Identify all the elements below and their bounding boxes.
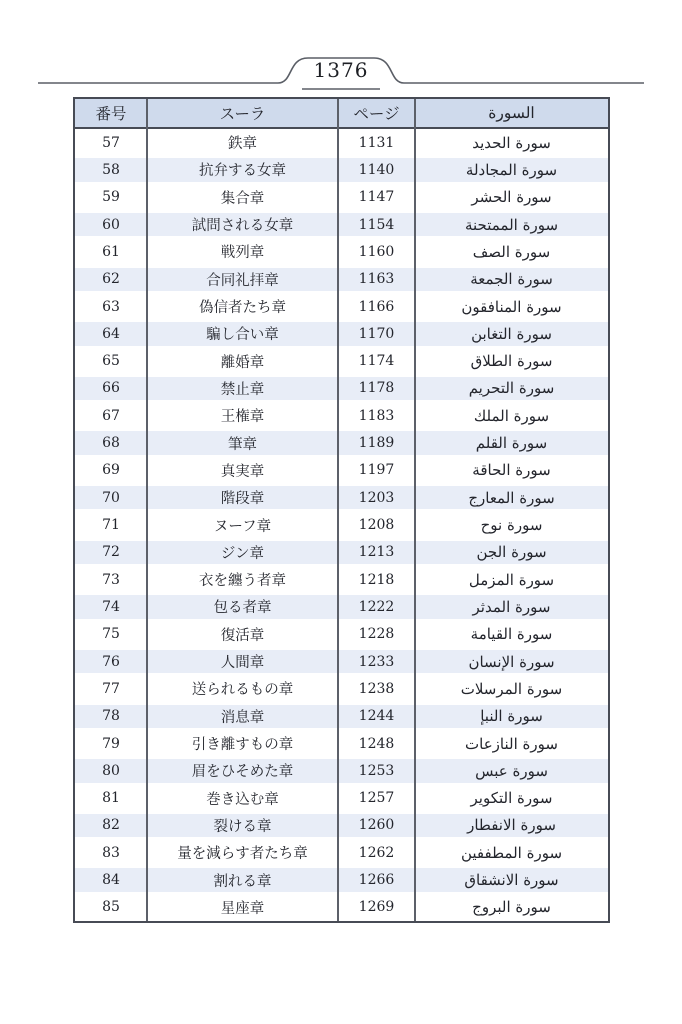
column-divider xyxy=(414,99,416,921)
cell-sura-arabic: سورة المنافقون xyxy=(461,297,562,316)
cell-sura-japanese: 集合章 xyxy=(220,190,265,207)
table-row xyxy=(75,839,608,866)
cell-page: 1131 xyxy=(358,134,395,151)
cell-number: 80 xyxy=(102,762,120,779)
cell-sura-japanese: 量を減らす者たち章 xyxy=(177,846,308,863)
cell-sura-arabic: سورة التحريم xyxy=(468,379,555,398)
cell-page: 1257 xyxy=(358,790,395,807)
table-row xyxy=(75,484,608,511)
cell-sura-arabic: سورة المطففين xyxy=(460,843,563,862)
cell-number: 79 xyxy=(102,735,120,752)
cell-sura-japanese: 試問される女章 xyxy=(191,218,294,235)
cell-number: 67 xyxy=(102,407,120,424)
table-row xyxy=(75,320,608,347)
header-sura-japanese: スーラ xyxy=(219,105,266,123)
table-row xyxy=(75,457,608,484)
cell-number: 58 xyxy=(102,161,120,178)
cell-sura-japanese: 階段章 xyxy=(220,491,265,508)
table-row xyxy=(75,293,608,320)
cell-page: 1166 xyxy=(358,298,395,315)
cell-sura-arabic: سورة المزمل xyxy=(468,570,555,589)
cell-sura-japanese: 包る者章 xyxy=(213,600,272,617)
cell-page: 1183 xyxy=(358,407,395,424)
cell-sura-arabic: سورة المجادلة xyxy=(465,160,558,179)
cell-sura-japanese: 筆章 xyxy=(228,436,257,453)
cell-number: 74 xyxy=(102,598,120,615)
cell-sura-japanese: 抗弁する女章 xyxy=(199,163,286,180)
cell-sura-japanese: 送られるもの章 xyxy=(191,682,294,699)
cell-number: 62 xyxy=(102,271,120,288)
column-divider xyxy=(146,99,148,921)
header-page: ページ xyxy=(353,105,400,123)
cell-number: 82 xyxy=(102,817,120,834)
cell-sura-arabic: سورة الانشقاق xyxy=(464,871,559,890)
table-row xyxy=(75,539,608,566)
cell-number: 57 xyxy=(102,134,120,151)
cell-page: 1147 xyxy=(358,189,395,206)
table-row xyxy=(75,156,608,183)
cell-number: 65 xyxy=(102,353,120,370)
cell-sura-arabic: سورة عبس xyxy=(475,761,548,780)
cell-page: 1170 xyxy=(358,325,395,342)
cell-page: 1218 xyxy=(358,571,395,588)
cell-page: 1228 xyxy=(358,626,395,643)
cell-sura-japanese: 真実章 xyxy=(220,463,265,480)
table-row xyxy=(75,648,608,675)
table-row xyxy=(75,238,608,265)
cell-sura-japanese: 衣を纏う者章 xyxy=(199,573,286,590)
contents-table xyxy=(73,97,610,923)
cell-page: 1189 xyxy=(358,435,395,452)
cell-page: 1208 xyxy=(358,517,395,534)
column-divider xyxy=(337,99,339,921)
cell-page: 1140 xyxy=(358,161,395,178)
cell-page: 1174 xyxy=(358,353,395,370)
cell-sura-arabic: سورة التكوير xyxy=(470,789,553,808)
cell-sura-arabic: سورة القيامة xyxy=(470,625,553,644)
cell-number: 71 xyxy=(102,517,120,534)
cell-number: 70 xyxy=(102,489,120,506)
cell-number: 68 xyxy=(102,435,120,452)
cell-sura-japanese: 巻き込む章 xyxy=(206,791,279,808)
cell-sura-arabic: سورة النازعات xyxy=(465,734,558,753)
cell-sura-arabic: سورة الممتحنة xyxy=(464,215,559,234)
cell-sura-japanese: 戦列章 xyxy=(220,245,265,262)
cell-page: 1253 xyxy=(358,762,395,779)
cell-page: 1154 xyxy=(358,216,395,233)
cell-sura-japanese: 禁止章 xyxy=(220,381,265,398)
cell-sura-arabic: سورة المرسلات xyxy=(460,679,563,698)
table-header-row xyxy=(75,99,608,129)
header-number: 番号 xyxy=(95,105,127,123)
page-number: 1376 xyxy=(313,58,369,82)
cell-sura-arabic: سورة الجن xyxy=(476,543,547,562)
cell-sura-arabic: سورة الحاقة xyxy=(472,461,551,480)
table-row xyxy=(75,184,608,211)
cell-sura-arabic: سورة نوح xyxy=(480,516,543,535)
cell-sura-japanese: 引き離すもの章 xyxy=(191,737,294,754)
cell-sura-japanese: 離婚章 xyxy=(220,354,265,371)
cell-number: 73 xyxy=(102,571,120,588)
header-sura-arabic: السورة xyxy=(488,104,535,122)
table-body xyxy=(75,129,608,921)
table-row xyxy=(75,621,608,648)
cell-number: 78 xyxy=(102,708,120,725)
cell-page: 1197 xyxy=(358,462,395,479)
table-row xyxy=(75,211,608,238)
table-row xyxy=(75,703,608,730)
table-row xyxy=(75,129,608,156)
cell-number: 85 xyxy=(102,899,120,916)
cell-page: 1222 xyxy=(358,598,395,615)
table-row xyxy=(75,566,608,593)
cell-sura-arabic: سورة التغابن xyxy=(471,324,552,343)
cell-page: 1163 xyxy=(358,271,395,288)
table-row xyxy=(75,675,608,702)
cell-sura-arabic: سورة الإنسان xyxy=(468,652,555,671)
table-row xyxy=(75,812,608,839)
cell-page: 1238 xyxy=(358,680,395,697)
cell-number: 83 xyxy=(102,844,120,861)
cell-sura-japanese: 騙し合い章 xyxy=(206,327,279,344)
table-row xyxy=(75,375,608,402)
cell-number: 84 xyxy=(102,872,120,889)
table-row xyxy=(75,757,608,784)
cell-sura-japanese: ジン章 xyxy=(220,545,265,562)
cell-sura-japanese: 裂ける章 xyxy=(213,818,272,835)
cell-sura-arabic: سورة النبإ xyxy=(480,707,543,726)
cell-page: 1269 xyxy=(358,899,395,916)
cell-sura-arabic: سورة الانفطار xyxy=(467,816,556,835)
cell-page: 1178 xyxy=(358,380,395,397)
cell-page: 1266 xyxy=(358,872,395,889)
cell-sura-japanese: ヌーフ章 xyxy=(213,518,272,535)
cell-sura-arabic: سورة الحشر xyxy=(471,188,552,207)
cell-page: 1213 xyxy=(358,544,395,561)
cell-page: 1160 xyxy=(358,243,395,260)
cell-page: 1248 xyxy=(358,735,395,752)
cell-number: 64 xyxy=(102,325,120,342)
table-row xyxy=(75,402,608,429)
cell-sura-japanese: 王権章 xyxy=(220,409,265,426)
cell-page: 1233 xyxy=(358,653,395,670)
cell-sura-arabic: سورة الصف xyxy=(472,242,551,261)
table-row xyxy=(75,429,608,456)
table-row xyxy=(75,866,608,893)
cell-number: 76 xyxy=(102,653,120,670)
cell-number: 69 xyxy=(102,462,120,479)
cell-number: 61 xyxy=(102,243,120,260)
cell-number: 72 xyxy=(102,544,120,561)
table-row xyxy=(75,348,608,375)
cell-sura-japanese: 割れる章 xyxy=(213,873,272,890)
cell-number: 63 xyxy=(102,298,120,315)
table-row xyxy=(75,785,608,812)
cell-sura-arabic: سورة الطلاق xyxy=(470,352,553,371)
cell-sura-japanese: 人間章 xyxy=(220,655,265,672)
table-row xyxy=(75,593,608,620)
cell-sura-arabic: سورة الملك xyxy=(473,406,550,425)
table-row xyxy=(75,266,608,293)
cell-number: 77 xyxy=(102,680,120,697)
cell-page: 1203 xyxy=(358,489,395,506)
table-row xyxy=(75,894,608,921)
cell-number: 66 xyxy=(102,380,120,397)
cell-sura-japanese: 眉をひそめた章 xyxy=(191,764,294,781)
cell-sura-arabic: سورة المعارج xyxy=(468,488,555,507)
table-row xyxy=(75,511,608,538)
cell-number: 75 xyxy=(102,626,120,643)
cell-sura-arabic: سورة القلم xyxy=(475,434,548,453)
cell-sura-japanese: 合同礼拝章 xyxy=(206,272,279,289)
cell-sura-japanese: 星座章 xyxy=(220,900,265,917)
cell-sura-japanese: 鉄章 xyxy=(228,136,257,153)
cell-sura-japanese: 消息章 xyxy=(220,709,265,726)
cell-sura-arabic: سورة المدثر xyxy=(472,597,551,616)
cell-sura-japanese: 復活章 xyxy=(220,627,265,644)
cell-page: 1244 xyxy=(358,708,395,725)
table-row xyxy=(75,730,608,757)
cell-number: 60 xyxy=(102,216,120,233)
cell-page: 1262 xyxy=(358,844,395,861)
cell-number: 59 xyxy=(102,189,120,206)
cell-sura-arabic: سورة الجمعة xyxy=(470,270,553,289)
cell-sura-japanese: 偽信者たち章 xyxy=(199,300,286,317)
cell-page: 1260 xyxy=(358,817,395,834)
cell-number: 81 xyxy=(102,790,120,807)
cell-sura-arabic: سورة البروج xyxy=(472,898,551,917)
cell-sura-arabic: سورة الحديد xyxy=(472,133,551,152)
